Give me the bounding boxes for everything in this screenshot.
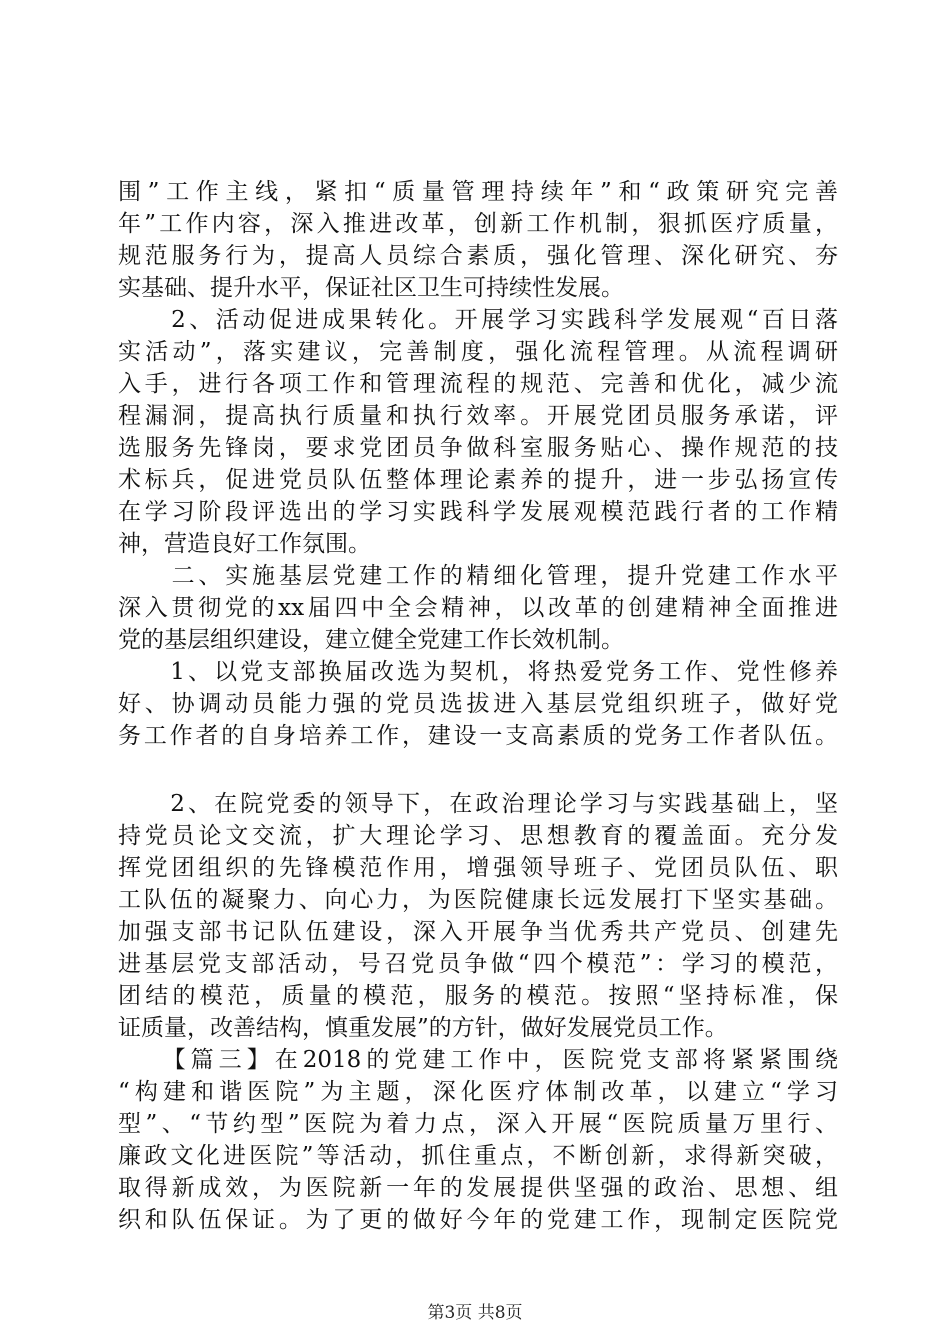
text-line: 在学习阶段评选出的学习实践科学发展观模范践行者的工作精 — [118, 499, 838, 525]
text-line: 证质量，改善结构，慎重发展”的方针，做好发展党员工作。 — [118, 1015, 728, 1041]
text-line: 务工作者的自身培养工作，建设一支高素质的党务工作者队伍。 — [118, 723, 838, 749]
text-line: 织和队伍保证。为了更的做好今年的党建工作，现制定医院党 — [118, 1207, 838, 1233]
text-line: 好、协调动员能力强的党员选拔进入基层党组织班子，做好党 — [118, 691, 838, 717]
text-line: 选服务先锋岗，要求党团员争做科室服务贴心、操作规范的技 — [118, 435, 838, 461]
text-line: 廉政文化进医院”等活动，抓住重点，不断创新，求得新突破， — [118, 1143, 838, 1169]
page-number: 第3页 共8页 — [427, 1303, 523, 1323]
text-line: 取得新成效，为医院新一年的发展提供坚强的政治、思想、组 — [118, 1175, 838, 1201]
text-line: 围”工作主线，紧扣“质量管理持续年”和“政策研究完善 — [118, 179, 838, 205]
text-line: 年”工作内容，深入推进改革，创新工作机制，狠抓医疗质量， — [118, 211, 838, 237]
text-line: 程漏洞，提高执行质量和执行效率。开展党团员服务承诺，评 — [118, 403, 838, 429]
text-line: 团结的模范，质量的模范，服务的模范。按照“坚持标准，保 — [118, 983, 838, 1009]
section-heading: 二、实施基层党建工作的精细化管理，提升党建工作水平 — [118, 563, 838, 589]
text-line: 挥党团组织的先锋模范作用，增强领导班子、党团员队伍、职 — [118, 855, 838, 881]
text-line: 实基础、提升水平，保证社区卫生可持续性发展。 — [118, 275, 624, 301]
text-line: 神，营造良好工作氛围。 — [118, 531, 371, 557]
text-line: 2、在院党委的领导下，在政治理论学习与实践基础上，坚 — [118, 791, 838, 817]
text-line: 深入贯彻党的xx届四中全会精神，以改革的创建精神全面推进 — [118, 595, 838, 621]
text-line: 型”、“节约型”医院为着力点，深入开展“医院质量万里行、 — [118, 1111, 838, 1137]
text-line: 实活动”，落实建议，完善制度，强化流程管理。从流程调研 — [118, 339, 838, 365]
text-line: 规范服务行为，提高人员综合素质，强化管理、深化研究、夯 — [118, 243, 838, 269]
text-line: 加强支部书记队伍建设，深入开展争当优秀共产党员、创建先 — [118, 919, 838, 945]
text-line: 术标兵，促进党员队伍整体理论素养的提升，进一步弘扬宣传 — [118, 467, 838, 493]
text-line: 持党员论文交流，扩大理论学习、思想教育的覆盖面。充分发 — [118, 823, 838, 849]
text-line: 工队伍的凝聚力、向心力，为医院健康长远发展打下坚实基础。 — [118, 887, 838, 913]
text-line: 2、活动促进成果转化。开展学习实践科学发展观“百日落 — [118, 307, 838, 333]
text-line: 党的基层组织建设，建立健全党建工作长效机制。 — [118, 627, 624, 653]
text-line: 1、以党支部换届改选为契机，将热爱党务工作、党性修养 — [118, 659, 838, 685]
text-line: 【篇三】在2018的党建工作中，医院党支部将紧紧围绕 — [118, 1047, 838, 1073]
text-line: 入手，进行各项工作和管理流程的规范、完善和优化，减少流 — [118, 371, 838, 397]
text-line: “构建和谐医院”为主题，深化医疗体制改革，以建立“学习 — [118, 1079, 838, 1105]
text-line: 进基层党支部活动，号召党员争做“四个模范”：学习的模范， — [118, 951, 838, 977]
